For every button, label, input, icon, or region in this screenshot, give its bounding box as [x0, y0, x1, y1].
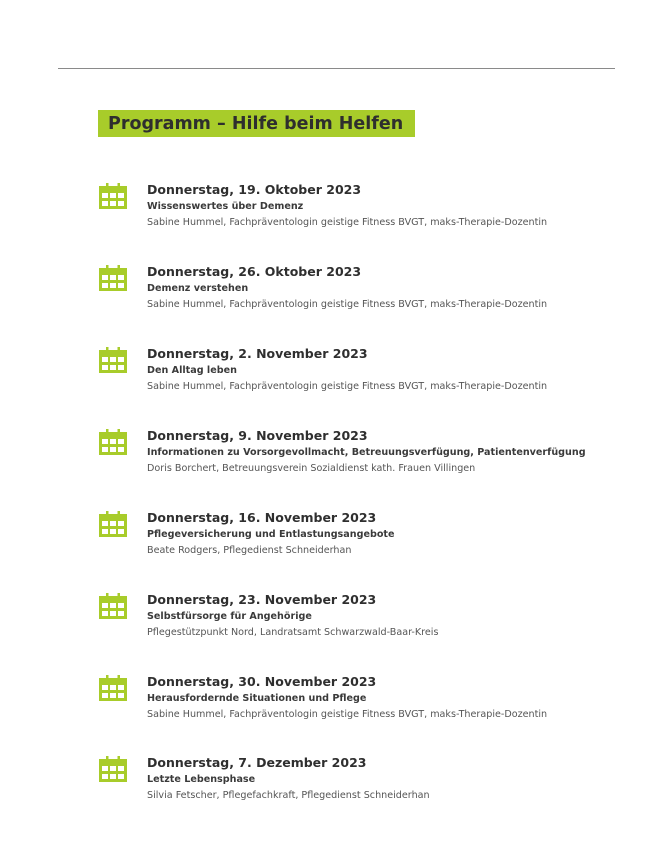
event-topic: Selbstfürsorge für Angehörige [147, 611, 312, 622]
event-topic: Wissenswertes über Demenz [147, 201, 304, 212]
event-date: Donnerstag, 30. November 2023 [147, 674, 377, 689]
event-speaker: Beate Rodgers, Pflegedienst Schneiderhan [147, 545, 352, 556]
event-date: Donnerstag, 9. November 2023 [147, 428, 368, 443]
calendar-icon [98, 183, 128, 210]
event-date: Donnerstag, 2. November 2023 [147, 346, 368, 361]
event-topic: Herausfordernde Situationen und Pflege [147, 693, 367, 704]
event-topic: Den Alltag leben [147, 365, 237, 376]
event-speaker: Silvia Fetscher, Pflegefachkraft, Pflegedienst Schneiderhan [147, 790, 430, 801]
calendar-icon [98, 347, 128, 374]
calendar-icon [98, 511, 128, 538]
event-topic: Demenz verstehen [147, 283, 249, 294]
event-topic: Letzte Lebensphase [147, 774, 256, 785]
calendar-icon [98, 675, 128, 702]
event-topic: Informationen zu Vorsorgevollmacht, Betreuungsverfügung, Patientenverfügung [147, 447, 586, 458]
event-item [0, 755, 669, 815]
event-item [0, 264, 669, 324]
event-item [0, 674, 669, 734]
event-date: Donnerstag, 26. Oktober 2023 [147, 264, 362, 279]
page-title: Programm – Hilfe beim Helfen [108, 113, 404, 134]
event-item [0, 428, 669, 488]
event-item [0, 182, 669, 242]
event-speaker: Sabine Hummel, Fachpräventologin geistige Fitness BVGT, maks-Therapie-Dozentin [147, 709, 548, 720]
calendar-icon [98, 756, 128, 783]
event-speaker: Sabine Hummel, Fachpräventologin geistige Fitness BVGT, maks-Therapie-Dozentin [147, 381, 548, 392]
event-date: Donnerstag, 19. Oktober 2023 [147, 182, 362, 197]
event-item [0, 510, 669, 570]
event-date: Donnerstag, 16. November 2023 [147, 510, 377, 525]
event-topic: Pflegeversicherung und Entlastungsangebote [147, 529, 395, 540]
calendar-icon [98, 593, 128, 620]
event-speaker: Sabine Hummel, Fachpräventologin geistige Fitness BVGT, maks-Therapie-Dozentin [147, 217, 548, 228]
event-speaker: Pflegestützpunkt Nord, Landratsamt Schwarzwald-Baar-Kreis [147, 627, 439, 638]
calendar-icon [98, 429, 128, 456]
event-item [0, 592, 669, 652]
event-item [0, 346, 669, 406]
calendar-icon [98, 265, 128, 292]
event-speaker: Sabine Hummel, Fachpräventologin geistige Fitness BVGT, maks-Therapie-Dozentin [147, 299, 548, 310]
event-date: Donnerstag, 23. November 2023 [147, 592, 377, 607]
event-speaker: Doris Borchert, Betreuungsverein Sozialdienst kath. Frauen Villingen [147, 463, 476, 474]
event-date: Donnerstag, 7. Dezember 2023 [147, 755, 367, 770]
